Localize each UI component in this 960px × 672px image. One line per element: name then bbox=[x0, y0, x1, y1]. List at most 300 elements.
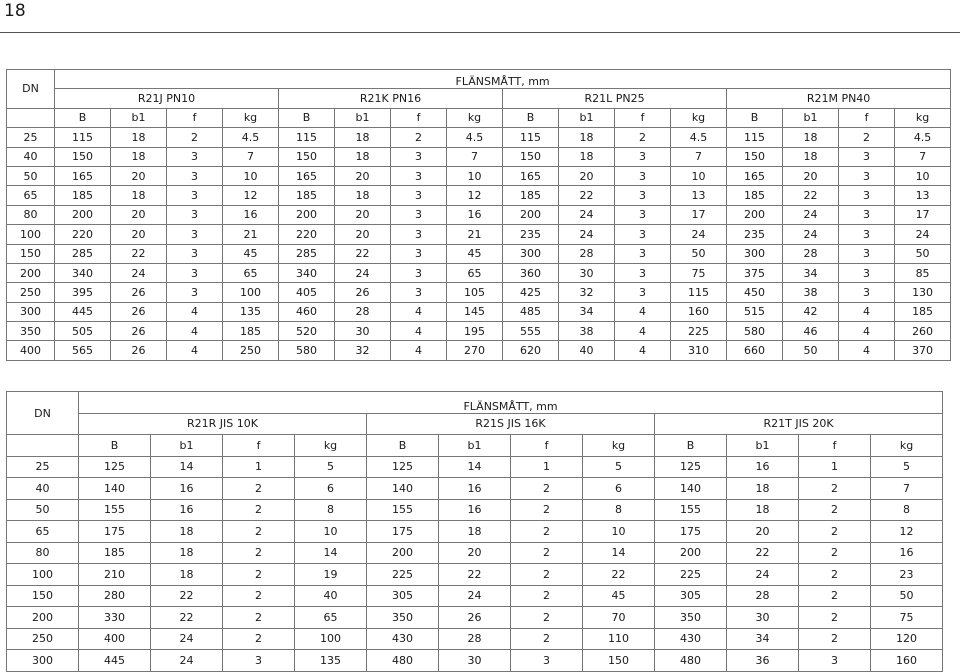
column-header-row bbox=[7, 435, 943, 457]
value-cell: 220 bbox=[279, 225, 335, 244]
value-cell: 580 bbox=[727, 322, 783, 341]
value-cell: 555 bbox=[503, 322, 559, 341]
value-cell: 3 bbox=[167, 225, 223, 244]
value-cell: 5 bbox=[583, 456, 655, 478]
value-cell: 40 bbox=[559, 341, 615, 360]
value-cell: 285 bbox=[55, 244, 111, 263]
value-cell: 280 bbox=[79, 585, 151, 607]
value-cell: 270 bbox=[447, 341, 503, 360]
value-cell: 3 bbox=[839, 186, 895, 205]
value-cell: 430 bbox=[655, 628, 727, 650]
value-cell: 18 bbox=[335, 186, 391, 205]
value-cell: 125 bbox=[367, 456, 439, 478]
value-cell: 515 bbox=[727, 302, 783, 321]
table-row bbox=[7, 205, 951, 224]
value-cell: 2 bbox=[799, 628, 871, 650]
dn-cell: 50 bbox=[7, 499, 79, 521]
value-cell: 100 bbox=[295, 628, 367, 650]
value-cell: 330 bbox=[79, 607, 151, 629]
column-header: f bbox=[167, 108, 223, 127]
value-cell: 22 bbox=[439, 564, 511, 586]
value-cell: 10 bbox=[583, 521, 655, 543]
value-cell: 34 bbox=[559, 302, 615, 321]
dn-cell: 200 bbox=[7, 607, 79, 629]
value-cell: 175 bbox=[655, 521, 727, 543]
value-cell: 18 bbox=[335, 147, 391, 166]
value-cell: 50 bbox=[895, 244, 951, 263]
value-cell: 4.5 bbox=[223, 128, 279, 147]
value-cell: 3 bbox=[615, 263, 671, 282]
value-cell: 340 bbox=[55, 263, 111, 282]
table-row bbox=[7, 147, 951, 166]
value-cell: 155 bbox=[367, 499, 439, 521]
value-cell: 2 bbox=[839, 128, 895, 147]
table-row bbox=[7, 521, 943, 543]
value-cell: 24 bbox=[559, 205, 615, 224]
value-cell: 85 bbox=[895, 263, 951, 282]
dn-cell: 40 bbox=[7, 147, 55, 166]
value-cell: 10 bbox=[223, 166, 279, 185]
column-header: kg bbox=[671, 108, 727, 127]
value-cell: 2 bbox=[511, 478, 583, 500]
value-cell: 34 bbox=[727, 628, 799, 650]
value-cell: 3 bbox=[167, 186, 223, 205]
value-cell: 30 bbox=[335, 322, 391, 341]
table-row bbox=[7, 244, 951, 263]
value-cell: 22 bbox=[335, 244, 391, 263]
value-cell: 70 bbox=[583, 607, 655, 629]
value-cell: 3 bbox=[391, 205, 447, 224]
value-cell: 445 bbox=[55, 302, 111, 321]
value-cell: 405 bbox=[279, 283, 335, 302]
value-cell: 185 bbox=[727, 186, 783, 205]
value-cell: 22 bbox=[583, 564, 655, 586]
value-cell: 16 bbox=[871, 542, 943, 564]
dn-cell: 25 bbox=[7, 128, 55, 147]
value-cell: 300 bbox=[727, 244, 783, 263]
value-cell: 42 bbox=[783, 302, 839, 321]
table-row bbox=[7, 341, 951, 360]
value-cell: 45 bbox=[447, 244, 503, 263]
value-cell: 305 bbox=[655, 585, 727, 607]
table-row bbox=[7, 628, 943, 650]
value-cell: 2 bbox=[223, 607, 295, 629]
value-cell: 3 bbox=[839, 166, 895, 185]
value-cell: 300 bbox=[503, 244, 559, 263]
value-cell: 75 bbox=[671, 263, 727, 282]
dn-cell: 250 bbox=[7, 628, 79, 650]
value-cell: 50 bbox=[871, 585, 943, 607]
value-cell: 150 bbox=[55, 147, 111, 166]
value-cell: 3 bbox=[839, 244, 895, 263]
value-cell: 2 bbox=[511, 564, 583, 586]
value-cell: 140 bbox=[655, 478, 727, 500]
value-cell: 12 bbox=[223, 186, 279, 205]
column-header: b1 bbox=[559, 108, 615, 127]
value-cell: 480 bbox=[367, 650, 439, 672]
value-cell: 28 bbox=[783, 244, 839, 263]
value-cell: 2 bbox=[511, 607, 583, 629]
flange-dimensions-table-pn bbox=[6, 69, 951, 361]
value-cell: 14 bbox=[295, 542, 367, 564]
value-cell: 2 bbox=[799, 499, 871, 521]
value-cell: 32 bbox=[335, 341, 391, 360]
group-header: R21S JIS 16K bbox=[367, 413, 655, 435]
value-cell: 24 bbox=[335, 263, 391, 282]
value-cell: 165 bbox=[503, 166, 559, 185]
value-cell: 200 bbox=[655, 542, 727, 564]
value-cell: 185 bbox=[895, 302, 951, 321]
value-cell: 18 bbox=[335, 128, 391, 147]
value-cell: 20 bbox=[335, 166, 391, 185]
value-cell: 20 bbox=[111, 225, 167, 244]
value-cell: 3 bbox=[615, 225, 671, 244]
value-cell: 65 bbox=[295, 607, 367, 629]
value-cell: 505 bbox=[55, 322, 111, 341]
value-cell: 2 bbox=[223, 628, 295, 650]
table-row bbox=[7, 607, 943, 629]
value-cell: 200 bbox=[503, 205, 559, 224]
value-cell: 18 bbox=[783, 128, 839, 147]
value-cell: 19 bbox=[295, 564, 367, 586]
column-header: B bbox=[367, 435, 439, 457]
value-cell: 225 bbox=[671, 322, 727, 341]
dn-cell: 150 bbox=[7, 244, 55, 263]
value-cell: 26 bbox=[335, 283, 391, 302]
value-cell: 445 bbox=[79, 650, 151, 672]
value-cell: 150 bbox=[727, 147, 783, 166]
value-cell: 565 bbox=[55, 341, 111, 360]
value-cell: 21 bbox=[447, 225, 503, 244]
column-header: B bbox=[279, 108, 335, 127]
value-cell: 17 bbox=[671, 205, 727, 224]
value-cell: 45 bbox=[583, 585, 655, 607]
value-cell: 24 bbox=[783, 225, 839, 244]
value-cell: 22 bbox=[151, 607, 223, 629]
value-cell: 2 bbox=[799, 542, 871, 564]
value-cell: 200 bbox=[367, 542, 439, 564]
value-cell: 305 bbox=[367, 585, 439, 607]
value-cell: 3 bbox=[391, 186, 447, 205]
column-header: b1 bbox=[439, 435, 511, 457]
value-cell: 360 bbox=[503, 263, 559, 282]
dn-cell: 25 bbox=[7, 456, 79, 478]
value-cell: 2 bbox=[511, 499, 583, 521]
value-cell: 4 bbox=[391, 322, 447, 341]
value-cell: 24 bbox=[559, 225, 615, 244]
value-cell: 3 bbox=[615, 166, 671, 185]
column-header: kg bbox=[223, 108, 279, 127]
value-cell: 425 bbox=[503, 283, 559, 302]
column-header: b1 bbox=[727, 435, 799, 457]
value-cell: 350 bbox=[367, 607, 439, 629]
value-cell: 34 bbox=[783, 263, 839, 282]
value-cell: 210 bbox=[79, 564, 151, 586]
value-cell: 22 bbox=[727, 542, 799, 564]
table-row bbox=[7, 225, 951, 244]
value-cell: 200 bbox=[727, 205, 783, 224]
value-cell: 2 bbox=[223, 478, 295, 500]
value-cell: 3 bbox=[839, 147, 895, 166]
dn-spacer bbox=[7, 108, 55, 127]
value-cell: 2 bbox=[223, 542, 295, 564]
value-cell: 24 bbox=[439, 585, 511, 607]
table-title: FLÄNSMÅTT, mm bbox=[55, 70, 951, 89]
value-cell: 3 bbox=[839, 225, 895, 244]
dn-cell: 65 bbox=[7, 521, 79, 543]
value-cell: 3 bbox=[839, 205, 895, 224]
value-cell: 3 bbox=[223, 650, 295, 672]
value-cell: 175 bbox=[367, 521, 439, 543]
value-cell: 285 bbox=[279, 244, 335, 263]
value-cell: 4 bbox=[839, 341, 895, 360]
value-cell: 185 bbox=[79, 542, 151, 564]
value-cell: 16 bbox=[151, 478, 223, 500]
column-header: kg bbox=[583, 435, 655, 457]
value-cell: 2 bbox=[223, 499, 295, 521]
value-cell: 16 bbox=[439, 499, 511, 521]
value-cell: 220 bbox=[55, 225, 111, 244]
value-cell: 4.5 bbox=[671, 128, 727, 147]
value-cell: 5 bbox=[295, 456, 367, 478]
value-cell: 3 bbox=[615, 186, 671, 205]
value-cell: 4 bbox=[615, 302, 671, 321]
table-row bbox=[7, 166, 951, 185]
value-cell: 3 bbox=[615, 283, 671, 302]
value-cell: 195 bbox=[447, 322, 503, 341]
value-cell: 105 bbox=[447, 283, 503, 302]
column-header: b1 bbox=[111, 108, 167, 127]
value-cell: 160 bbox=[871, 650, 943, 672]
value-cell: 38 bbox=[783, 283, 839, 302]
group-header: R21J PN10 bbox=[55, 89, 279, 108]
value-cell: 32 bbox=[559, 283, 615, 302]
value-cell: 4 bbox=[615, 341, 671, 360]
value-cell: 580 bbox=[279, 341, 335, 360]
value-cell: 18 bbox=[727, 478, 799, 500]
dn-cell: 250 bbox=[7, 283, 55, 302]
value-cell: 50 bbox=[671, 244, 727, 263]
value-cell: 260 bbox=[895, 322, 951, 341]
value-cell: 430 bbox=[367, 628, 439, 650]
table-row bbox=[7, 128, 951, 147]
value-cell: 3 bbox=[615, 205, 671, 224]
value-cell: 2 bbox=[799, 585, 871, 607]
value-cell: 3 bbox=[391, 147, 447, 166]
value-cell: 24 bbox=[727, 564, 799, 586]
table-row bbox=[7, 499, 943, 521]
value-cell: 65 bbox=[223, 263, 279, 282]
value-cell: 185 bbox=[55, 186, 111, 205]
value-cell: 20 bbox=[727, 521, 799, 543]
value-cell: 3 bbox=[511, 650, 583, 672]
value-cell: 26 bbox=[111, 322, 167, 341]
value-cell: 125 bbox=[655, 456, 727, 478]
table-row bbox=[7, 456, 943, 478]
dn-cell: 350 bbox=[7, 322, 55, 341]
column-header: B bbox=[727, 108, 783, 127]
value-cell: 28 bbox=[559, 244, 615, 263]
group-header: R21M PN40 bbox=[727, 89, 951, 108]
value-cell: 20 bbox=[111, 166, 167, 185]
value-cell: 310 bbox=[671, 341, 727, 360]
value-cell: 2 bbox=[391, 128, 447, 147]
value-cell: 5 bbox=[871, 456, 943, 478]
value-cell: 24 bbox=[783, 205, 839, 224]
value-cell: 115 bbox=[671, 283, 727, 302]
value-cell: 150 bbox=[279, 147, 335, 166]
value-cell: 4 bbox=[615, 322, 671, 341]
value-cell: 3 bbox=[615, 147, 671, 166]
value-cell: 485 bbox=[503, 302, 559, 321]
value-cell: 13 bbox=[671, 186, 727, 205]
dn-cell: 150 bbox=[7, 585, 79, 607]
value-cell: 18 bbox=[111, 128, 167, 147]
value-cell: 18 bbox=[559, 128, 615, 147]
dn-header: DN bbox=[7, 70, 55, 109]
value-cell: 3 bbox=[391, 225, 447, 244]
value-cell: 14 bbox=[439, 456, 511, 478]
group-header: R21L PN25 bbox=[503, 89, 727, 108]
value-cell: 18 bbox=[439, 521, 511, 543]
value-cell: 340 bbox=[279, 263, 335, 282]
value-cell: 20 bbox=[559, 166, 615, 185]
value-cell: 18 bbox=[151, 521, 223, 543]
value-cell: 3 bbox=[167, 166, 223, 185]
group-header: R21K PN16 bbox=[279, 89, 503, 108]
value-cell: 160 bbox=[671, 302, 727, 321]
dn-header: DN bbox=[7, 392, 79, 435]
value-cell: 235 bbox=[727, 225, 783, 244]
value-cell: 6 bbox=[295, 478, 367, 500]
value-cell: 50 bbox=[783, 341, 839, 360]
value-cell: 7 bbox=[671, 147, 727, 166]
value-cell: 225 bbox=[367, 564, 439, 586]
value-cell: 8 bbox=[871, 499, 943, 521]
column-header: b1 bbox=[151, 435, 223, 457]
value-cell: 4 bbox=[167, 302, 223, 321]
value-cell: 26 bbox=[111, 302, 167, 321]
value-cell: 20 bbox=[335, 205, 391, 224]
column-header: f bbox=[615, 108, 671, 127]
value-cell: 1 bbox=[511, 456, 583, 478]
value-cell: 2 bbox=[223, 521, 295, 543]
value-cell: 135 bbox=[295, 650, 367, 672]
value-cell: 3 bbox=[391, 283, 447, 302]
dn-cell: 80 bbox=[7, 542, 79, 564]
value-cell: 125 bbox=[79, 456, 151, 478]
value-cell: 18 bbox=[783, 147, 839, 166]
value-cell: 145 bbox=[447, 302, 503, 321]
column-header: f bbox=[223, 435, 295, 457]
table-row bbox=[7, 542, 943, 564]
value-cell: 140 bbox=[79, 478, 151, 500]
value-cell: 165 bbox=[55, 166, 111, 185]
value-cell: 30 bbox=[727, 607, 799, 629]
value-cell: 1 bbox=[223, 456, 295, 478]
table-row bbox=[7, 186, 951, 205]
page-number: 18 bbox=[4, 1, 26, 21]
value-cell: 3 bbox=[167, 205, 223, 224]
value-cell: 520 bbox=[279, 322, 335, 341]
value-cell: 18 bbox=[151, 542, 223, 564]
value-cell: 45 bbox=[223, 244, 279, 263]
value-cell: 2 bbox=[511, 628, 583, 650]
column-header: f bbox=[839, 108, 895, 127]
flange-dimensions-table-jis bbox=[6, 391, 943, 672]
value-cell: 7 bbox=[871, 478, 943, 500]
value-cell: 2 bbox=[799, 521, 871, 543]
value-cell: 150 bbox=[583, 650, 655, 672]
value-cell: 28 bbox=[335, 302, 391, 321]
value-cell: 395 bbox=[55, 283, 111, 302]
value-cell: 12 bbox=[871, 521, 943, 543]
value-cell: 18 bbox=[151, 564, 223, 586]
value-cell: 13 bbox=[895, 186, 951, 205]
value-cell: 24 bbox=[151, 650, 223, 672]
column-header: f bbox=[511, 435, 583, 457]
value-cell: 2 bbox=[223, 564, 295, 586]
column-header: f bbox=[391, 108, 447, 127]
value-cell: 16 bbox=[447, 205, 503, 224]
value-cell: 165 bbox=[727, 166, 783, 185]
value-cell: 16 bbox=[223, 205, 279, 224]
value-cell: 225 bbox=[655, 564, 727, 586]
value-cell: 130 bbox=[895, 283, 951, 302]
value-cell: 100 bbox=[223, 283, 279, 302]
column-header-row bbox=[7, 108, 951, 127]
dn-cell: 80 bbox=[7, 205, 55, 224]
value-cell: 10 bbox=[447, 166, 503, 185]
value-cell: 150 bbox=[503, 147, 559, 166]
value-cell: 620 bbox=[503, 341, 559, 360]
value-cell: 38 bbox=[559, 322, 615, 341]
value-cell: 3 bbox=[839, 283, 895, 302]
value-cell: 480 bbox=[655, 650, 727, 672]
value-cell: 18 bbox=[111, 186, 167, 205]
dn-cell: 50 bbox=[7, 166, 55, 185]
value-cell: 12 bbox=[447, 186, 503, 205]
value-cell: 8 bbox=[583, 499, 655, 521]
value-cell: 3 bbox=[167, 147, 223, 166]
value-cell: 4 bbox=[391, 341, 447, 360]
table-row bbox=[7, 585, 943, 607]
value-cell: 65 bbox=[447, 263, 503, 282]
value-cell: 22 bbox=[151, 585, 223, 607]
column-header: kg bbox=[871, 435, 943, 457]
value-cell: 4 bbox=[839, 302, 895, 321]
value-cell: 155 bbox=[655, 499, 727, 521]
value-cell: 4.5 bbox=[895, 128, 951, 147]
column-header: B bbox=[655, 435, 727, 457]
value-cell: 2 bbox=[615, 128, 671, 147]
value-cell: 2 bbox=[511, 521, 583, 543]
value-cell: 20 bbox=[335, 225, 391, 244]
value-cell: 16 bbox=[439, 478, 511, 500]
value-cell: 46 bbox=[783, 322, 839, 341]
value-cell: 400 bbox=[79, 628, 151, 650]
table-row bbox=[7, 283, 951, 302]
value-cell: 3 bbox=[167, 244, 223, 263]
table-row bbox=[7, 263, 951, 282]
dn-cell: 300 bbox=[7, 302, 55, 321]
dn-cell: 40 bbox=[7, 478, 79, 500]
value-cell: 450 bbox=[727, 283, 783, 302]
value-cell: 3 bbox=[167, 283, 223, 302]
value-cell: 115 bbox=[279, 128, 335, 147]
value-cell: 185 bbox=[279, 186, 335, 205]
dn-cell: 400 bbox=[7, 341, 55, 360]
